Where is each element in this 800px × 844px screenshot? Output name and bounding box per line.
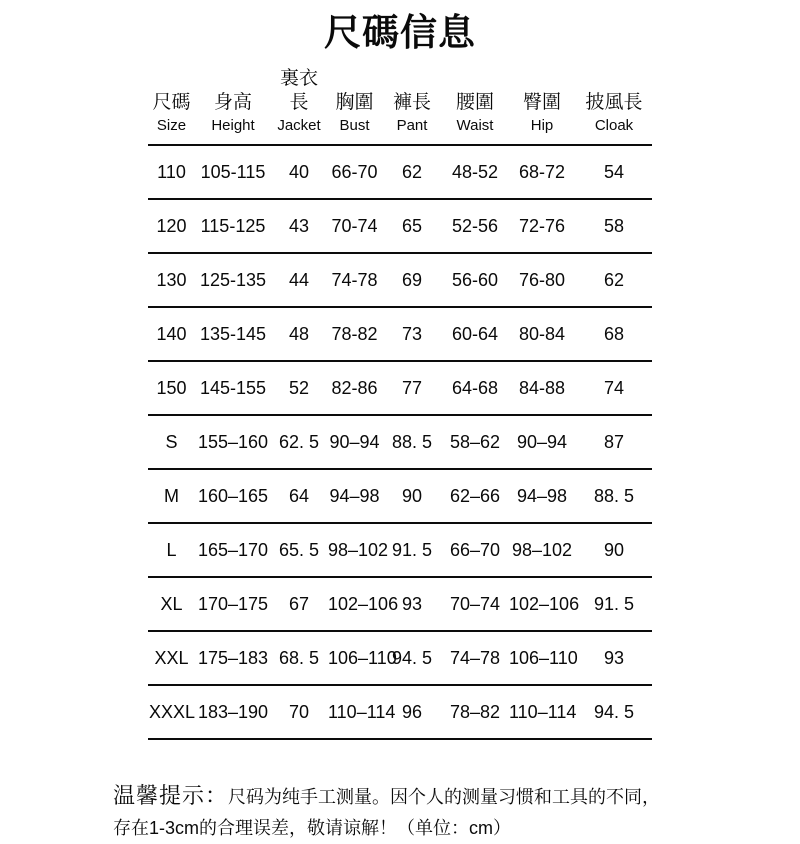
column-header-en: Pant	[396, 117, 428, 134]
table-cell: 64	[271, 469, 327, 523]
size-cell: XL	[148, 577, 195, 631]
table-cell: 74	[576, 361, 652, 415]
table-cell: 91. 5	[382, 523, 442, 577]
table-cell: 66–70	[442, 523, 508, 577]
table-cell: 77	[382, 361, 442, 415]
table-cell: 64-68	[442, 361, 508, 415]
table-cell: 72-76	[508, 199, 576, 253]
column-header-zh: 腰圍	[455, 92, 494, 113]
size-cell: XXXL	[148, 685, 195, 739]
table-cell: 58	[576, 199, 652, 253]
table-cell: 44	[271, 253, 327, 307]
table-cell: 65. 5	[271, 523, 327, 577]
size-cell: 120	[148, 199, 195, 253]
column-header-en: Jacket	[277, 117, 321, 134]
table-cell: 183–190	[195, 685, 271, 739]
column-header-en: Waist	[456, 117, 494, 134]
column-header-en: Size	[156, 117, 187, 134]
table-cell: 80-84	[508, 307, 576, 361]
table-cell: 70	[271, 685, 327, 739]
table-cell: 94. 5	[576, 685, 652, 739]
size-cell: S	[148, 415, 195, 469]
table-cell: 74-78	[327, 253, 382, 307]
table-cell: 62. 5	[271, 415, 327, 469]
table-row	[148, 145, 652, 199]
table-row	[148, 415, 652, 469]
table-cell: 175–183	[195, 631, 271, 685]
table-row	[148, 361, 652, 415]
table-row	[148, 685, 652, 739]
table-cell: 93	[576, 631, 652, 685]
table-cell: 102–106	[508, 577, 576, 631]
table-cell: 68-72	[508, 145, 576, 199]
note-line2: 存在1-3cm的合理误差，敬请谅解！（单位：cm）	[113, 818, 512, 838]
column-header-en: Bust	[339, 117, 370, 134]
size-cell: XXL	[148, 631, 195, 685]
table-cell: 74–78	[442, 631, 508, 685]
column-header-height	[195, 65, 271, 145]
table-cell: 94. 5	[382, 631, 442, 685]
table-cell: 135-145	[195, 307, 271, 361]
table-cell: 56-60	[442, 253, 508, 307]
table-cell: 110–114	[327, 685, 382, 739]
table-cell: 145-155	[195, 361, 271, 415]
table-cell: 98–102	[327, 523, 382, 577]
table-cell: 65	[382, 199, 442, 253]
table-row	[148, 577, 652, 631]
table-cell: 94–98	[508, 469, 576, 523]
table-cell: 52-56	[442, 199, 508, 253]
column-header-pant	[382, 65, 442, 145]
column-header-size	[148, 65, 195, 145]
column-header-zh: 身高	[213, 92, 252, 113]
table-cell: 78–82	[442, 685, 508, 739]
column-header-zh: 裏衣長	[279, 68, 318, 113]
table-cell: 90–94	[508, 415, 576, 469]
table-cell: 160–165	[195, 469, 271, 523]
table-cell: 106–110	[327, 631, 382, 685]
size-cell: 150	[148, 361, 195, 415]
table-cell: 125-135	[195, 253, 271, 307]
table-cell: 93	[382, 577, 442, 631]
table-cell: 69	[382, 253, 442, 307]
table-cell: 106–110	[508, 631, 576, 685]
size-table	[148, 65, 652, 740]
column-header-zh: 臀圍	[522, 92, 561, 113]
table-cell: 62	[382, 145, 442, 199]
note-line1: 尺码为纯手工测量。因个人的测量习惯和工具的不同，	[228, 787, 661, 807]
table-cell: 58–62	[442, 415, 508, 469]
table-cell: 155–160	[195, 415, 271, 469]
size-cell: M	[148, 469, 195, 523]
table-cell: 94–98	[327, 469, 382, 523]
table-cell: 54	[576, 145, 652, 199]
table-row	[148, 307, 652, 361]
table-cell: 66-70	[327, 145, 382, 199]
header-row	[148, 65, 652, 145]
note-label: 温馨提示：	[113, 783, 229, 808]
table-cell: 62–66	[442, 469, 508, 523]
table-cell: 98–102	[508, 523, 576, 577]
column-header-en: Hip	[530, 117, 554, 134]
size-cell: 130	[148, 253, 195, 307]
column-header-jacket	[271, 65, 327, 145]
size-table-body	[148, 145, 652, 739]
table-cell: 110–114	[508, 685, 576, 739]
table-cell: 70-74	[327, 199, 382, 253]
size-cell: 140	[148, 307, 195, 361]
column-header-zh: 褲長	[392, 92, 431, 113]
table-cell: 90	[576, 523, 652, 577]
size-cell: L	[148, 523, 195, 577]
table-cell: 90–94	[327, 415, 382, 469]
table-cell: 76-80	[508, 253, 576, 307]
column-header-bust	[327, 65, 382, 145]
column-header-zh: 胸圍	[335, 92, 374, 113]
table-row	[148, 469, 652, 523]
table-row	[148, 523, 652, 577]
table-cell: 102–106	[327, 577, 382, 631]
size-cell: 110	[148, 145, 195, 199]
table-cell: 115-125	[195, 199, 271, 253]
measurement-note	[113, 780, 698, 844]
table-cell: 60-64	[442, 307, 508, 361]
column-header-cloak	[576, 65, 652, 145]
table-cell: 67	[271, 577, 327, 631]
table-cell: 170–175	[195, 577, 271, 631]
table-cell: 48-52	[442, 145, 508, 199]
table-cell: 73	[382, 307, 442, 361]
table-cell: 43	[271, 199, 327, 253]
table-cell: 88. 5	[576, 469, 652, 523]
table-cell: 165–170	[195, 523, 271, 577]
column-header-waist	[442, 65, 508, 145]
table-cell: 82-86	[327, 361, 382, 415]
table-cell: 96	[382, 685, 442, 739]
table-row	[148, 253, 652, 307]
table-row	[148, 199, 652, 253]
table-cell: 62	[576, 253, 652, 307]
page-title: 尺碼信息	[324, 12, 476, 53]
table-cell: 88. 5	[382, 415, 442, 469]
size-table-header	[148, 65, 652, 145]
column-header-hip	[508, 65, 576, 145]
table-cell: 78-82	[327, 307, 382, 361]
table-cell: 84-88	[508, 361, 576, 415]
table-cell: 68. 5	[271, 631, 327, 685]
table-cell: 40	[271, 145, 327, 199]
table-cell: 70–74	[442, 577, 508, 631]
table-cell: 105-115	[195, 145, 271, 199]
table-cell: 91. 5	[576, 577, 652, 631]
table-row	[148, 631, 652, 685]
table-cell: 87	[576, 415, 652, 469]
column-header-zh: 披風長	[585, 92, 643, 113]
table-cell: 52	[271, 361, 327, 415]
column-header-en: Height	[211, 117, 255, 134]
table-cell: 90	[382, 469, 442, 523]
column-header-zh: 尺碼	[152, 92, 191, 113]
table-cell: 48	[271, 307, 327, 361]
column-header-en: Cloak	[594, 117, 634, 134]
table-cell: 68	[576, 307, 652, 361]
